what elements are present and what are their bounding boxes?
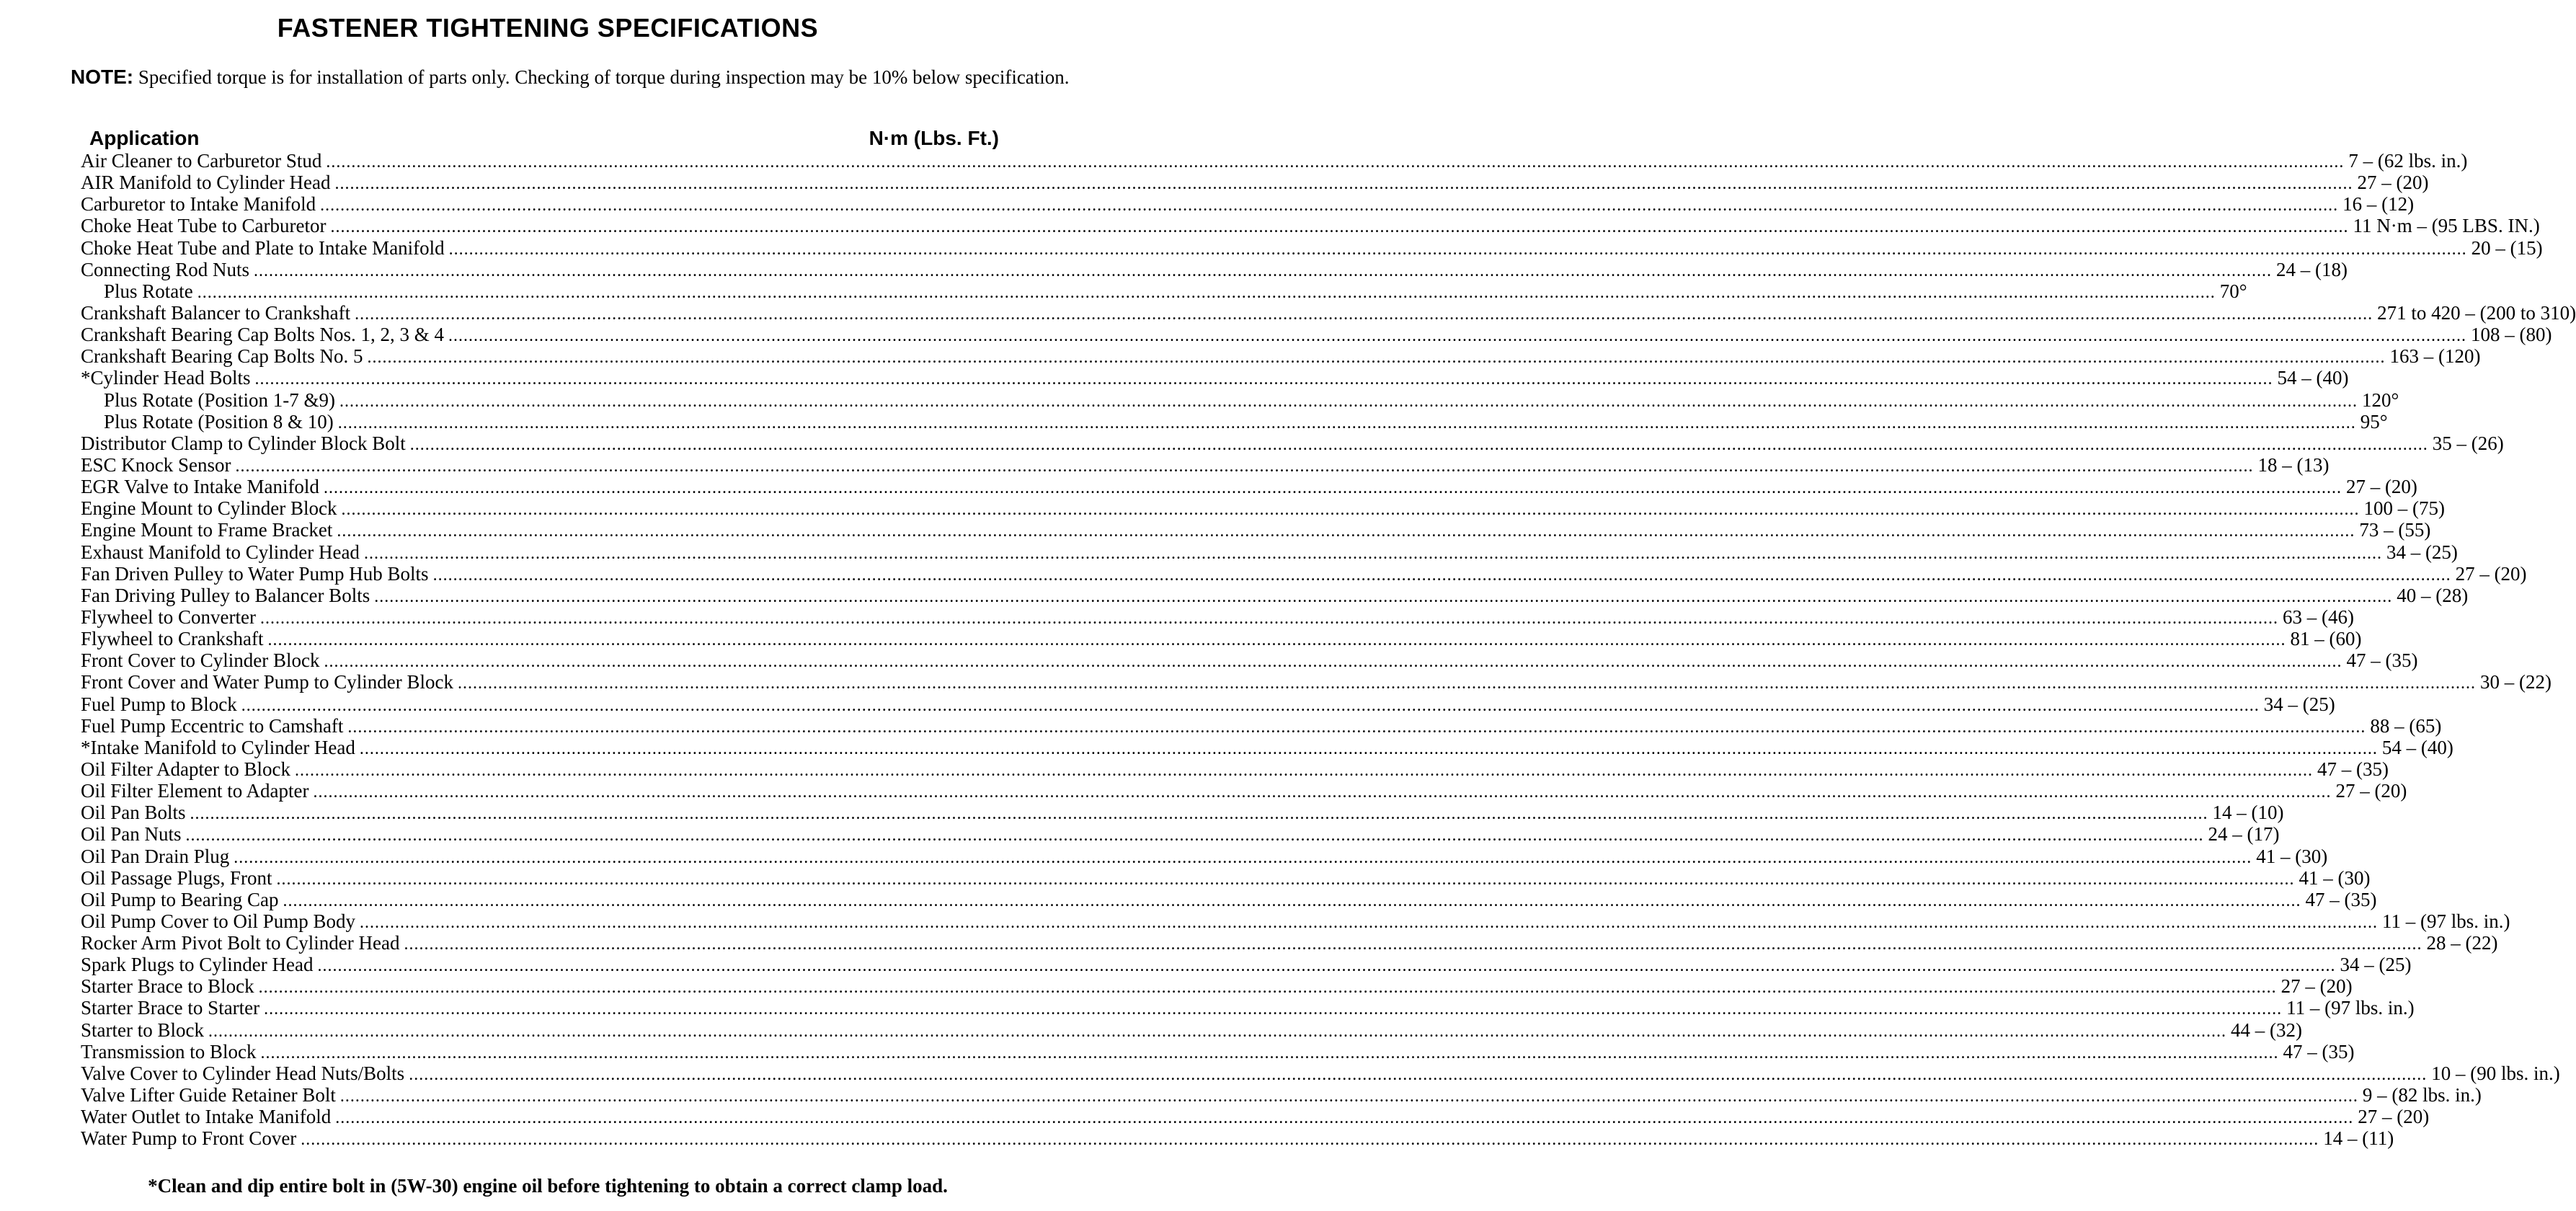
row-torque-value: 34 – (25) — [2386, 541, 2458, 563]
row-application: Oil Passage Plugs, Front — [81, 866, 272, 889]
dot-leader: ................................................................................................................................................................................................................................................................................................................................................................................................................ — [323, 479, 2342, 498]
dot-leader: ................................................................................................................................................................................................................................................................................................................................................................................................................ — [448, 239, 2467, 259]
dot-leader: ................................................................................................................................................................................................................................................................................................................................................................................................................ — [260, 1043, 2279, 1063]
row-torque-value: 9 – (82 lbs. in.) — [2362, 1084, 2482, 1106]
table-row — [81, 780, 2407, 802]
row-torque-value: 34 – (25) — [2340, 954, 2412, 976]
row-torque-value: 100 – (75) — [2363, 497, 2445, 520]
row-application: Plus Rotate (Position 1-7 &9) — [104, 389, 336, 411]
table-row — [81, 628, 2362, 650]
table-row — [81, 649, 2418, 672]
row-application: Plus Rotate — [104, 280, 193, 302]
row-torque-value: 28 – (22) — [2426, 932, 2498, 954]
row-application: Crankshaft Balancer to Crankshaft — [81, 301, 351, 324]
dot-leader: ................................................................................................................................................................................................................................................................................................................................................................................................................ — [367, 348, 2386, 368]
table-row — [81, 497, 2445, 520]
note-label: NOTE: — [71, 66, 134, 88]
dot-leader: ................................................................................................................................................................................................................................................................................................................................................................................................................ — [326, 153, 2345, 172]
table-row — [81, 584, 2469, 606]
table-row — [81, 193, 2415, 216]
row-torque-value: 47 – (35) — [2346, 649, 2418, 672]
row-application: Transmission to Block — [81, 1040, 257, 1063]
row-torque-value: 14 – (11) — [2323, 1127, 2394, 1150]
table-row — [81, 301, 2576, 324]
table-row — [81, 150, 2468, 172]
table-row — [81, 1084, 2482, 1106]
row-application: Starter Brace to Starter — [81, 997, 260, 1019]
dot-leader: ................................................................................................................................................................................................................................................................................................................................................................................................................ — [337, 522, 2355, 541]
row-application: ESC Knock Sensor — [81, 453, 231, 476]
table-row — [81, 802, 2284, 824]
row-application: Flywheel to Converter — [81, 606, 256, 628]
row-application: Water Outlet to Intake Manifold — [81, 1106, 332, 1128]
dot-leader: ................................................................................................................................................................................................................................................................................................................................................................................................................ — [409, 435, 2428, 454]
row-torque-value: 54 – (40) — [2381, 736, 2453, 758]
row-torque-value: 27 – (20) — [2335, 780, 2407, 802]
table-row — [81, 324, 2552, 346]
dot-leader: ................................................................................................................................................................................................................................................................................................................................................................................................................ — [190, 804, 2208, 824]
row-application: Rocker Arm Pivot Bolt to Cylinder Head — [81, 932, 400, 954]
row-application: Starter to Block — [81, 1019, 204, 1041]
row-torque-value: 54 – (40) — [2277, 367, 2349, 389]
table-row — [81, 1062, 2560, 1084]
row-application: Oil Pan Drain Plug — [81, 845, 230, 867]
dot-leader: ................................................................................................................................................................................................................................................................................................................................................................................................................ — [259, 608, 2278, 628]
row-application: Valve Cover to Cylinder Head Nuts/Bolts — [81, 1062, 405, 1084]
row-application: Valve Lifter Guide Retainer Bolt — [81, 1084, 336, 1106]
row-application: Fan Driven Pulley to Water Pump Hub Bolts — [81, 562, 429, 585]
table-row — [81, 845, 2328, 867]
table-row — [81, 432, 2504, 454]
footnote: *Clean and dip entire bolt in (5W-30) engine oil before tightening to obtain a correct clamp load. — [148, 1175, 948, 1197]
row-torque-value: 63 – (46) — [2282, 606, 2354, 628]
dot-leader: ................................................................................................................................................................................................................................................................................................................................................................................................................ — [360, 913, 2379, 932]
row-torque-value: 10 – (90 lbs. in.) — [2431, 1062, 2560, 1084]
dot-leader: ................................................................................................................................................................................................................................................................................................................................................................................................................ — [337, 413, 2356, 432]
table-row — [81, 758, 2389, 780]
row-application: Oil Pump Cover to Oil Pump Body — [81, 910, 356, 932]
table-row — [81, 172, 2429, 194]
row-torque-value: 163 – (120) — [2389, 345, 2481, 368]
table-row — [81, 519, 2431, 541]
row-application: Distributor Clamp to Cylinder Block Bolt — [81, 432, 406, 454]
table-row — [81, 997, 2415, 1019]
dot-leader: ................................................................................................................................................................................................................................................................................................................................................................................................................ — [283, 891, 2301, 910]
dot-leader: ................................................................................................................................................................................................................................................................................................................................................................................................................ — [317, 957, 2336, 976]
table-row — [81, 606, 2354, 628]
table-body — [81, 150, 2576, 1150]
note-text: Specified torque is for installation of parts only. Checking of torque during inspection may be 10% below specification. — [133, 66, 1070, 88]
row-application: Oil Filter Element to Adapter — [81, 780, 309, 802]
dot-leader: ................................................................................................................................................................................................................................................................................................................................................................................................................ — [339, 1087, 2358, 1106]
row-torque-value: 41 – (30) — [2256, 845, 2328, 867]
dot-leader: ................................................................................................................................................................................................................................................................................................................................................................................................................ — [254, 261, 2272, 280]
table-row — [81, 910, 2510, 932]
dot-leader: ................................................................................................................................................................................................................................................................................................................................................................................................................ — [334, 174, 2353, 194]
table-row — [81, 215, 2540, 237]
dot-leader: ................................................................................................................................................................................................................................................................................................................................................................................................................ — [185, 826, 2204, 846]
row-torque-value: 27 – (20) — [2455, 562, 2527, 585]
dot-leader: ................................................................................................................................................................................................................................................................................................................................................................................................................ — [241, 696, 2260, 715]
row-application: Water Pump to Front Cover — [81, 1127, 297, 1150]
row-application: Plus Rotate (Position 8 & 10) — [104, 410, 334, 432]
dot-leader: ................................................................................................................................................................................................................................................................................................................................................................................................................ — [404, 935, 2422, 954]
dot-leader: ................................................................................................................................................................................................................................................................................................................................................................................................................ — [276, 869, 2295, 889]
dot-leader: ................................................................................................................................................................................................................................................................................................................................................................................................................ — [258, 978, 2277, 998]
table-row — [81, 453, 2329, 476]
row-application: Oil Pan Bolts — [81, 802, 186, 824]
row-torque-value: 34 – (25) — [2263, 693, 2335, 715]
dot-leader: ................................................................................................................................................................................................................................................................................................................................................................................................................ — [235, 456, 2254, 476]
dot-leader: ................................................................................................................................................................................................................................................................................................................................................................................................................ — [363, 544, 2382, 563]
row-torque-value: 27 – (20) — [2280, 975, 2353, 998]
table-row — [81, 954, 2412, 976]
header-value: N·m (Lbs. Ft.) — [869, 127, 999, 149]
row-torque-value: 11 – (97 lbs. in.) — [2286, 997, 2415, 1019]
row-torque-value: 120° — [2362, 389, 2399, 411]
table-row — [81, 693, 2335, 715]
dot-leader: ................................................................................................................................................................................................................................................................................................................................................................................................................ — [341, 500, 2360, 520]
dot-leader: ................................................................................................................................................................................................................................................................................................................................................................................................................ — [458, 674, 2477, 693]
table-row — [81, 367, 2349, 389]
page-title: FASTENER TIGHTENING SPECIFICATIONS — [277, 13, 819, 43]
table-row — [81, 975, 2353, 998]
row-application: Oil Pump to Bearing Cap — [81, 888, 279, 910]
dot-leader: ................................................................................................................................................................................................................................................................................................................................................................................................................ — [409, 1065, 2428, 1084]
row-torque-value: 16 – (12) — [2342, 193, 2415, 216]
row-torque-value: 271 to 420 – (200 to 310) — [2377, 301, 2576, 324]
dot-leader: ................................................................................................................................................................................................................................................................................................................................................................................................................ — [335, 1109, 2354, 1128]
table-row — [81, 671, 2552, 693]
table-row — [81, 389, 2399, 411]
dot-leader: ................................................................................................................................................................................................................................................................................................................................................................................................................ — [264, 1000, 2283, 1019]
dot-leader: ................................................................................................................................................................................................................................................................................................................................................................................................................ — [355, 304, 2373, 324]
table-row — [81, 1106, 2430, 1128]
row-application: EGR Valve to Intake Manifold — [81, 476, 319, 498]
table-row — [81, 258, 2348, 280]
row-torque-value: 73 – (55) — [2359, 519, 2431, 541]
table-row — [81, 932, 2498, 954]
table-row — [81, 866, 2371, 889]
row-torque-value: 27 – (20) — [2358, 1106, 2430, 1128]
table-row — [81, 1127, 2394, 1150]
header-application: Application — [89, 127, 200, 149]
dot-leader: ................................................................................................................................................................................................................................................................................................................................................................................................................ — [208, 1021, 2226, 1041]
dot-leader: ................................................................................................................................................................................................................................................................................................................................................................................................................ — [197, 283, 2216, 302]
row-application: *Cylinder Head Bolts — [81, 367, 251, 389]
row-torque-value: 41 – (30) — [2299, 866, 2371, 889]
table-header — [81, 127, 999, 150]
torque-table — [81, 127, 2576, 1150]
row-torque-value: 35 – (26) — [2432, 432, 2504, 454]
row-torque-value: 70° — [2219, 280, 2247, 302]
table-row — [81, 888, 2377, 910]
dot-leader: ................................................................................................................................................................................................................................................................................................................................................................................................................ — [448, 327, 2466, 346]
row-torque-value: 24 – (18) — [2276, 258, 2348, 280]
row-application: Spark Plugs to Cylinder Head — [81, 954, 314, 976]
row-torque-value: 95° — [2360, 410, 2388, 432]
row-application: Air Cleaner to Carburetor Stud — [81, 150, 322, 172]
dot-leader: ................................................................................................................................................................................................................................................................................................................................................................................................................ — [320, 196, 2339, 216]
table-row — [81, 345, 2481, 368]
table-row — [81, 1019, 2302, 1041]
row-application: Fan Driving Pulley to Balancer Bolts — [81, 584, 370, 606]
row-application: Fuel Pump Eccentric to Camshaft — [81, 714, 344, 737]
row-torque-value: 88 – (65) — [2370, 714, 2442, 737]
table-row — [81, 476, 2417, 498]
dot-leader: ................................................................................................................................................................................................................................................................................................................................................................................................................ — [359, 739, 2378, 758]
row-torque-value: 7 – (62 lbs. in.) — [2348, 150, 2468, 172]
row-application: Connecting Rod Nuts — [81, 258, 249, 280]
row-torque-value: 27 – (20) — [2345, 476, 2417, 498]
row-application: Carburetor to Intake Manifold — [81, 193, 316, 216]
row-application: Starter Brace to Block — [81, 975, 254, 998]
table-row — [81, 736, 2453, 758]
dot-leader: ................................................................................................................................................................................................................................................................................................................................................................................................................ — [267, 631, 2286, 650]
row-application: Engine Mount to Cylinder Block — [81, 497, 337, 520]
row-torque-value: 18 – (13) — [2257, 453, 2329, 476]
table-row — [81, 410, 2388, 432]
row-torque-value: 47 – (35) — [2283, 1040, 2355, 1063]
row-torque-value: 11 N·m – (95 LBS. IN.) — [2353, 215, 2540, 237]
note-paragraph — [20, 66, 1072, 88]
row-torque-value: 24 – (17) — [2208, 823, 2280, 846]
row-torque-value: 30 – (22) — [2480, 671, 2552, 693]
row-application: Front Cover to Cylinder Block — [81, 649, 320, 672]
dot-leader: ................................................................................................................................................................................................................................................................................................................................................................................................................ — [313, 783, 2332, 802]
row-torque-value: 20 – (15) — [2471, 236, 2543, 259]
row-application: Fuel Pump to Block — [81, 693, 237, 715]
row-torque-value: 14 – (10) — [2212, 802, 2284, 824]
row-application: Crankshaft Bearing Cap Bolts Nos. 1, 2, 3 & 4 — [81, 324, 444, 346]
row-torque-value: 47 – (35) — [2305, 888, 2377, 910]
dot-leader: ................................................................................................................................................................................................................................................................................................................................................................................................................ — [432, 565, 2451, 585]
row-application: Exhaust Manifold to Cylinder Head — [81, 541, 360, 563]
table-row — [81, 236, 2543, 259]
row-torque-value: 40 – (28) — [2397, 584, 2469, 606]
table-row — [81, 714, 2442, 737]
row-application: Oil Pan Nuts — [81, 823, 182, 846]
dot-leader: ................................................................................................................................................................................................................................................................................................................................................................................................................ — [294, 760, 2313, 780]
row-application: Engine Mount to Frame Bracket — [81, 519, 333, 541]
dot-leader: ................................................................................................................................................................................................................................................................................................................................................................................................................ — [324, 652, 2342, 672]
row-torque-value: 81 – (60) — [2290, 628, 2362, 650]
dot-leader: ................................................................................................................................................................................................................................................................................................................................................................................................................ — [374, 587, 2393, 606]
row-application: Front Cover and Water Pump to Cylinder Block — [81, 671, 454, 693]
row-application: AIR Manifold to Cylinder Head — [81, 172, 331, 194]
table-row — [81, 823, 2280, 846]
row-torque-value: 27 – (20) — [2357, 172, 2429, 194]
row-application: Choke Heat Tube to Carburetor — [81, 215, 327, 237]
dot-leader: ................................................................................................................................................................................................................................................................................................................................................................................................................ — [339, 391, 2358, 411]
row-application: Flywheel to Crankshaft — [81, 628, 264, 650]
table-row — [81, 280, 2247, 302]
row-application: *Intake Manifold to Cylinder Head — [81, 736, 355, 758]
row-application: Crankshaft Bearing Cap Bolts No. 5 — [81, 345, 363, 368]
dot-leader: ................................................................................................................................................................................................................................................................................................................................................................................................................ — [347, 717, 2366, 737]
row-torque-value: 47 – (35) — [2317, 758, 2389, 780]
dot-leader: ................................................................................................................................................................................................................................................................................................................................................................................................................ — [254, 370, 2273, 389]
row-application: Oil Filter Adapter to Block — [81, 758, 290, 780]
dot-leader: ................................................................................................................................................................................................................................................................................................................................................................................................................ — [234, 848, 2252, 867]
table-row — [81, 1040, 2355, 1063]
row-torque-value: 11 – (97 lbs. in.) — [2382, 910, 2510, 932]
row-torque-value: 44 – (32) — [2230, 1019, 2302, 1041]
table-row — [81, 541, 2458, 563]
dot-leader: ................................................................................................................................................................................................................................................................................................................................................................................................................ — [330, 218, 2349, 237]
row-application: Choke Heat Tube and Plate to Intake Manifold — [81, 236, 445, 259]
row-torque-value: 108 – (80) — [2470, 324, 2552, 346]
table-row — [81, 562, 2527, 585]
dot-leader: ................................................................................................................................................................................................................................................................................................................................................................................................................ — [301, 1130, 2319, 1150]
